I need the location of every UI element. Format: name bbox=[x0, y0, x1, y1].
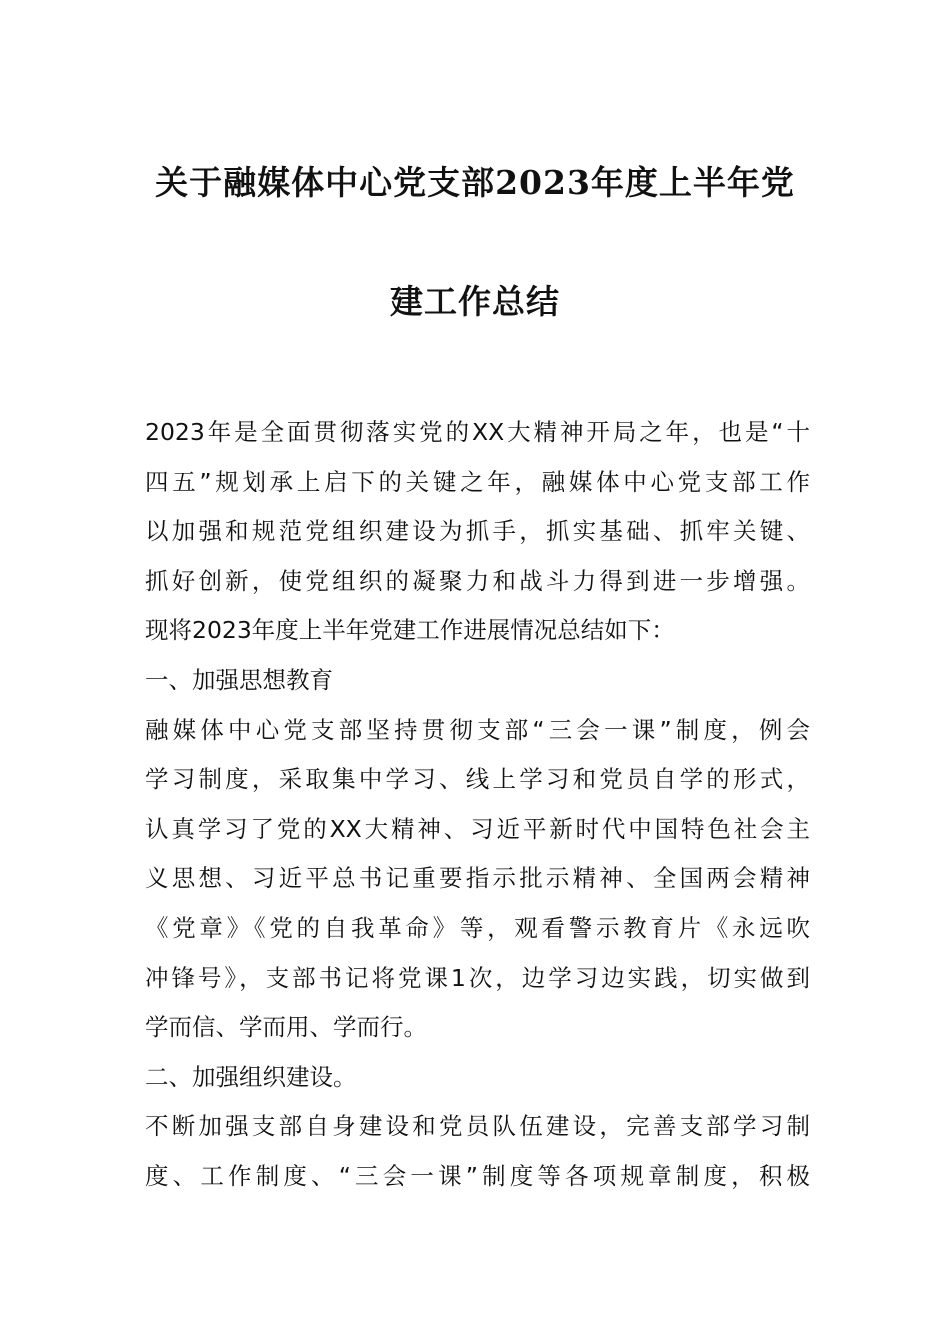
body-line: 认真学习了党的XX大精神、习近平新时代中国特色社会主 bbox=[145, 814, 810, 843]
document-title-line-2: 建工作总结 bbox=[390, 282, 560, 321]
body-line: 以加强和规范党组织建设为抓手，抓实基础、抓牢关键、 bbox=[145, 517, 810, 546]
section-heading-1: 一、加强思想教育 bbox=[145, 665, 333, 694]
section-heading-2: 二、加强组织建设。 bbox=[145, 1062, 357, 1091]
document-body bbox=[145, 408, 810, 1202]
body-line: 现将2023年度上半年党建工作进展情况总结如下： bbox=[145, 616, 675, 645]
body-line: 度、工作制度、“三会一课”制度等各项规章制度，积极 bbox=[145, 1161, 810, 1190]
body-line: 学习制度，采取集中学习、线上学习和党员自学的形式， bbox=[145, 765, 810, 794]
body-line: 《党章》《党的自我革命》等，观看警示教育片《永远吹 bbox=[145, 913, 810, 942]
body-line: 四五”规划承上启下的关键之年，融媒体中心党支部工作 bbox=[145, 467, 810, 496]
body-line: 抓好创新，使党组织的凝聚力和战斗力得到进一步增强。 bbox=[145, 566, 810, 595]
body-line: 不断加强支部自身建设和党员队伍建设，完善支部学习制 bbox=[145, 1112, 810, 1141]
body-line: 融媒体中心党支部坚持贯彻支部“三会一课”制度，例会 bbox=[145, 715, 810, 744]
body-line: 冲锋号》，支部书记将党课1次，边学习边实践，切实做到 bbox=[145, 963, 810, 992]
body-line: 义思想、习近平总书记重要指示批示精神、全国两会精神 bbox=[145, 864, 810, 893]
body-line: 学而信、学而用、学而行。 bbox=[145, 1013, 427, 1042]
document-title-line-1: 关于融媒体中心党支部2023年度上半年党 bbox=[155, 163, 795, 202]
body-line: 2023年是全面贯彻落实党的XX大精神开局之年，也是“十 bbox=[145, 418, 810, 446]
